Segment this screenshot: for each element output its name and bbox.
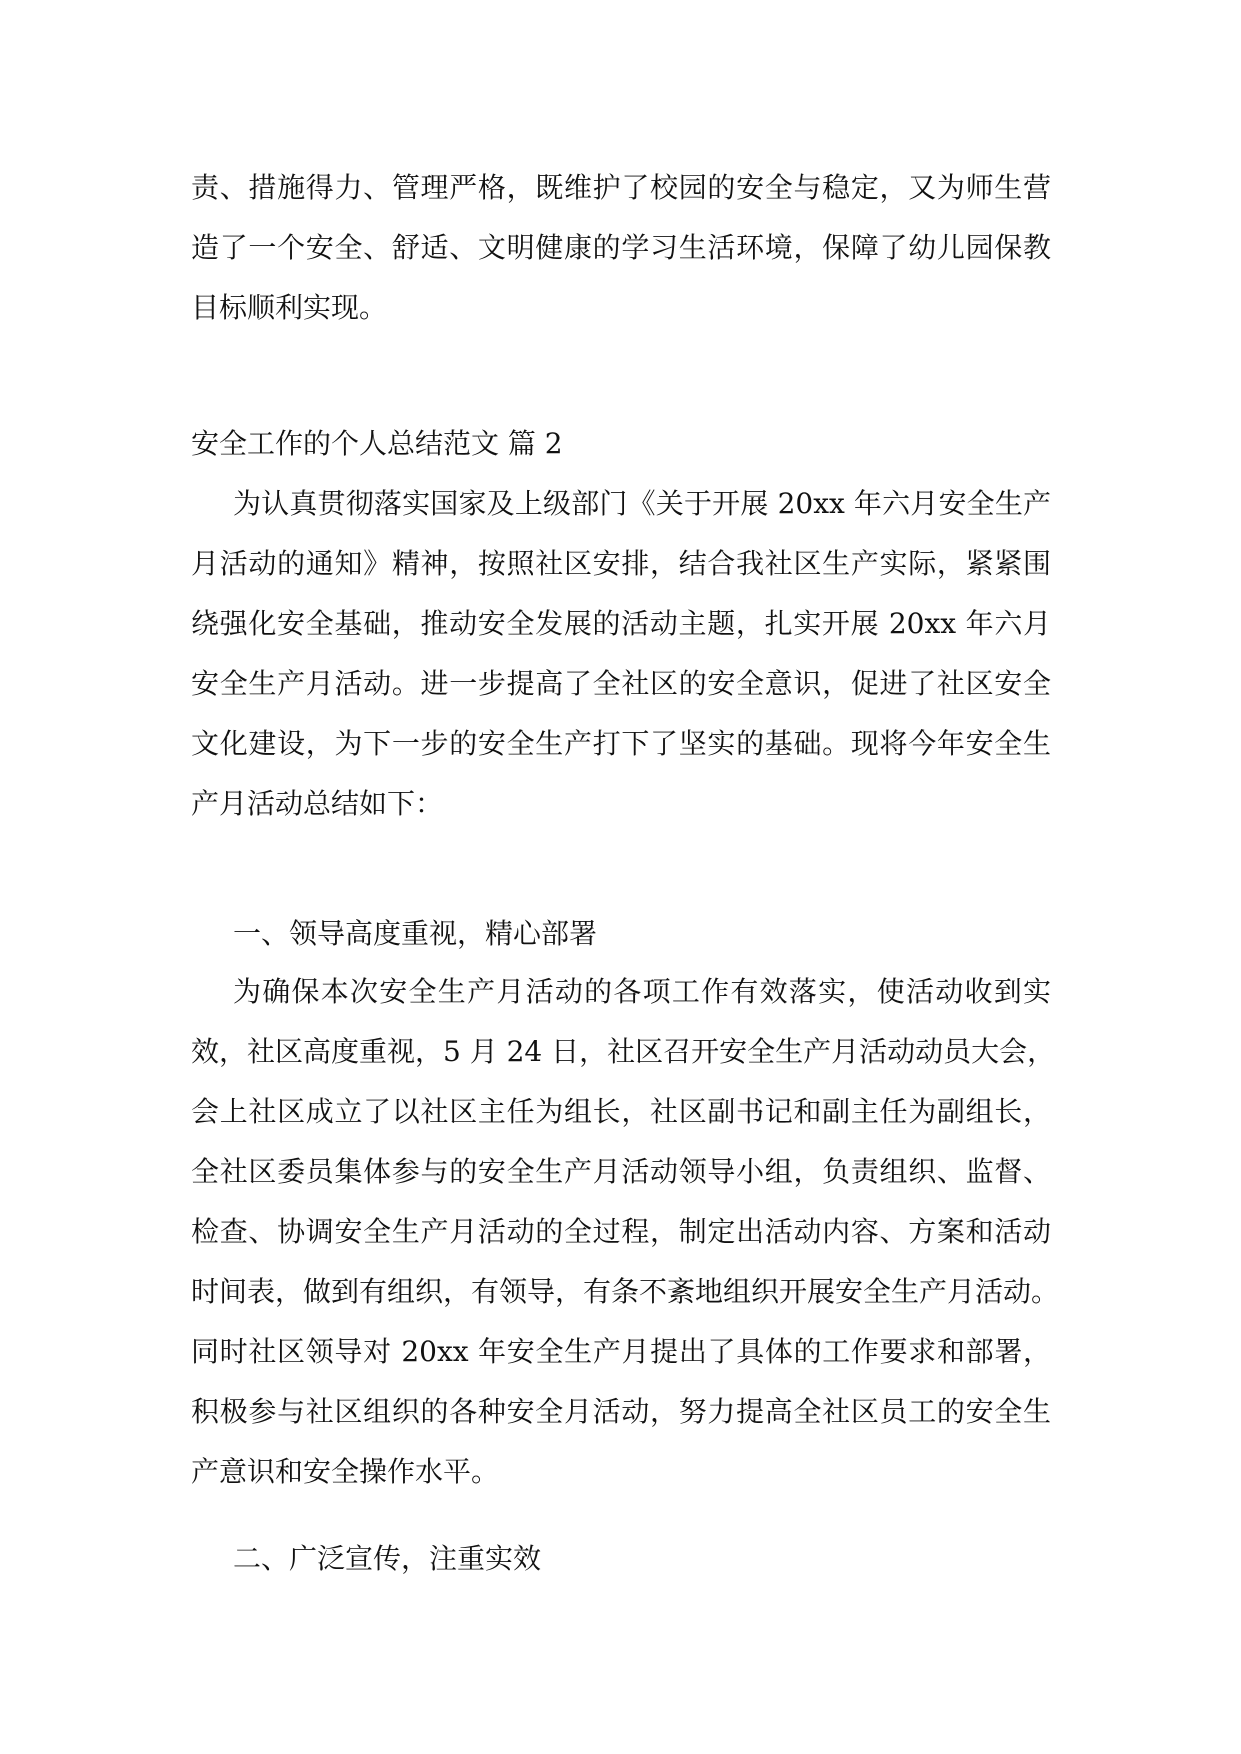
intro-paragraph [191,474,1051,834]
text-line: 安全生产月活动。进一步提高了全社区的安全意识，促进了社区安全 [191,667,1051,700]
text-line: 责、措施得力、管理严格，既维护了校园的安全与稳定，又为师生营 [191,171,1051,204]
subheading-text: 一、领导高度重视，精心部署 [233,917,598,950]
paragraph-continued [191,158,1051,338]
text-line: 月活动的通知》精神，按照社区安排，结合我社区生产实际，紧紧围 [191,547,1051,580]
text-line: 时间表，做到有组织，有领导，有条不紊地组织开展安全生产月活动。 [191,1275,1060,1308]
paragraph-1 [191,962,1060,1502]
text-line: 造了一个安全、舒适、文明健康的学习生活环境，保障了幼儿园保教 [191,231,1051,264]
text-line: 为认真贯彻落实国家及上级部门《关于开展 20xx 年六月安全生产 [233,487,1051,520]
text-line: 产月活动总结如下： [191,787,444,820]
text-line: 为确保本次安全生产月活动的各项工作有效落实，使活动收到实 [233,975,1051,1008]
text-line: 全社区委员集体参与的安全生产月活动领导小组，负责组织、监督、 [191,1155,1051,1188]
section-heading [191,414,1051,474]
text-line: 会上社区成立了以社区主任为组长，社区副书记和副主任为副组长， [191,1095,1051,1128]
text-line: 积极参与社区组织的各种安全月活动，努力提高全社区员工的安全生 [191,1395,1051,1428]
subheading-1 [191,904,1051,964]
section-heading-text: 安全工作的个人总结范文 篇 2 [191,427,563,460]
text-line: 同时社区领导对 20xx 年安全生产月提出了具体的工作要求和部署， [191,1335,1051,1368]
text-line: 检查、协调安全生产月活动的全过程，制定出活动内容、方案和活动 [191,1215,1051,1248]
text-line: 文化建设，为下一步的安全生产打下了坚实的基础。现将今年安全生 [191,727,1051,760]
text-line: 绕强化安全基础，推动安全发展的活动主题，扎实开展 20xx 年六月 [191,607,1051,640]
text-line: 产意识和安全操作水平。 [191,1455,500,1488]
subheading-text: 二、广泛宣传，注重实效 [233,1542,542,1575]
text-line: 目标顺利实现。 [191,291,388,324]
text-line: 效，社区高度重视，5 月 24 日，社区召开安全生产月活动动员大会， [191,1035,1056,1068]
subheading-2 [191,1529,1051,1589]
